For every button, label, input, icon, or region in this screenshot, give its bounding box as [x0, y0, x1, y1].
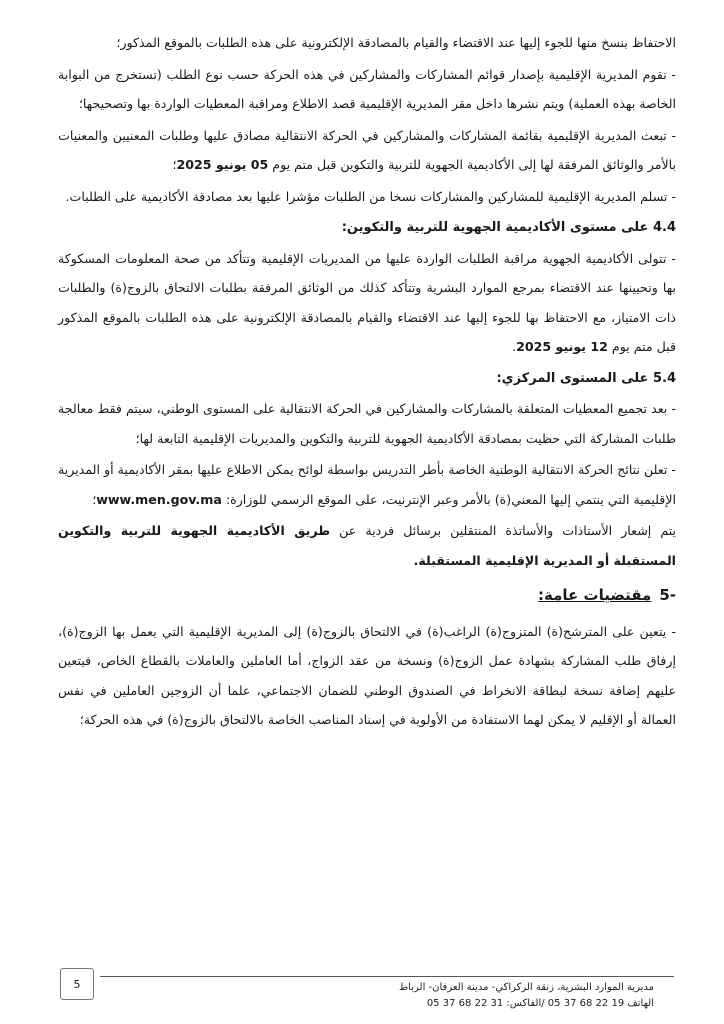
deadline-date-1: 05 يونيو 2025	[176, 157, 269, 172]
paragraph-3	[58, 121, 676, 180]
page-footer	[60, 968, 674, 1018]
footer-address: مديرية الموارد البشرية، زنقة الركراكي- مدينة العرفان- الرباط	[398, 982, 654, 993]
section-5-title	[58, 581, 676, 611]
paragraph-7-end: ؛	[92, 491, 97, 507]
paragraph-6: - بعد تجميع المعطيات المتعلقة بالمشاركات والمشاركين في الحركة الانتقالية على المستوى الوطني، سيتم فقط معالجة طلبات المشاركة التي حظيت بمصادقة الأكاديمية الجهوية للتربية والتكوين والمديريات الإقليمية التابعة لها؛	[58, 394, 676, 453]
paragraph-8	[58, 516, 676, 575]
heading-5-4: 5.4 على المستوى المركزي:	[496, 370, 676, 386]
footer-phone: الهاتف 19 22 68 37 05 /الفاكس: 31 22 68 37 05	[426, 998, 654, 1009]
paragraph-7-text: تعلن نتائج الحركة الانتقالية الوطنية الخاصة بأطر التدريس بواسطة لوائح يمكن الاطلاع عليها بمقر الأكاديمية أو المديرية الإقليمية التي ينتمي إليها المعني(ة) بالأمر وعبر الإنترنيت، على الموقع الرسمي للوزارة:	[58, 462, 676, 507]
paragraph-1: الاحتفاظ بنسخ منها للجوء إليها عند الاقتضاء والقيام بالمصادقة الإلكترونية على هذه الطلبات بالموقع المذكور؛	[116, 35, 676, 50]
paragraph-8-text: يتم إشعار الأستاذات والأساتذة المنتقلين برسائل فردية عن	[339, 523, 677, 538]
paragraph-4: - تسلم المديرية الإقليمية للمشاركين والمشاركات نسخا من الطلبات مؤشرا عليها بعد مصادقة الأكاديمية على الطلبات.	[58, 182, 676, 212]
footer-divider	[100, 976, 674, 977]
paragraph-3-text: تبعث المديرية الإقليمية بقائمة المشاركات والمشاركين في الحركة الانتقالية مصادق عليها وطلبات المعنيين والمعنيات بالأمر والوثائق المرفقة لها إلى الأكاديمية الجهوية للتربية والتكوين قبل متم يوم	[58, 127, 676, 172]
deadline-date-2: 12 يونيو 2025	[516, 339, 608, 354]
section-5-title-text: مقتضيات عامة:	[538, 586, 652, 604]
paragraph-5-text: تتولى الأكاديمية الجهوية مراقبة الطلبات الواردة عليها من المديريات الإقليمية وتتأكد من صحة المعلومات المسكوكة بها وتحيينها عند الاقتضاء بمرجع الموارد البشرية وتتأكد كذلك من الوثائق المرفقة بطلبات الالتحاق بالزوج(ة) والطلبات ذات الامتياز، مع الاحتفاظ بها للجوء إليها عند الاقتضاء والقيام بالمصادقة الإلكترونية على هذه الطلبات بالموقع المذكور قبل متم يوم	[58, 250, 676, 354]
paragraph-8-bold: طريق الأكاديمية الجهوية للتربية والتكوين المستقبلة أو المديرية الإقليمية المستقبلة.	[58, 523, 676, 568]
ministry-website-link[interactable]: www.men.gov.ma	[96, 491, 222, 507]
page-number: 5	[60, 968, 94, 1000]
paragraph-5-end: .	[512, 339, 517, 354]
footer-contact	[399, 980, 654, 1012]
paragraph-3-end: ؛	[172, 157, 177, 172]
section-5-number: -5	[659, 586, 676, 604]
paragraph-5	[58, 244, 676, 362]
document-body	[58, 28, 676, 737]
paragraph-9: - يتعين على المترشح(ة) المتزوج(ة) الراغب(ة) في الالتحاق بالزوج(ة) إلى المديرية الإقليمية التي يعمل بها الزوج(ة)، إرفاق طلب المشاركة بشهادة عمل الزوج(ة) ونسخة من عقد الزواج، أما العاملين والعاملات بالقطاع الخاص، فيتعين عليهم إضافة نسخة لبطاقة الانخراط في الصندوق الوطني للضمان الاجتماعي، علما أن الزوجين العاملين في نفس العمالة أو الإقليم لا يمكن لهما الاستفادة من الأولوية في إسناد المناصب الخاصة بالالتحاق بالزوج(ة) في هذه الحركة؛	[58, 617, 676, 735]
paragraph-2: - تقوم المديرية الإقليمية بإصدار قوائم المشاركات والمشاركين في هذه الحركة حسب نوع الطلب (تستخرج من البوابة الخاصة بهذه العملية) ويتم نشرها داخل مقر المديرية الإقليمية قصد الاطلاع ومراقبة المعطيات الواردة بها وتصحيحها؛	[58, 60, 676, 119]
paragraph-7	[58, 455, 676, 514]
heading-4-4: 4.4 على مستوى الأكاديمية الجهوية للتربية والتكوين:	[341, 220, 676, 235]
